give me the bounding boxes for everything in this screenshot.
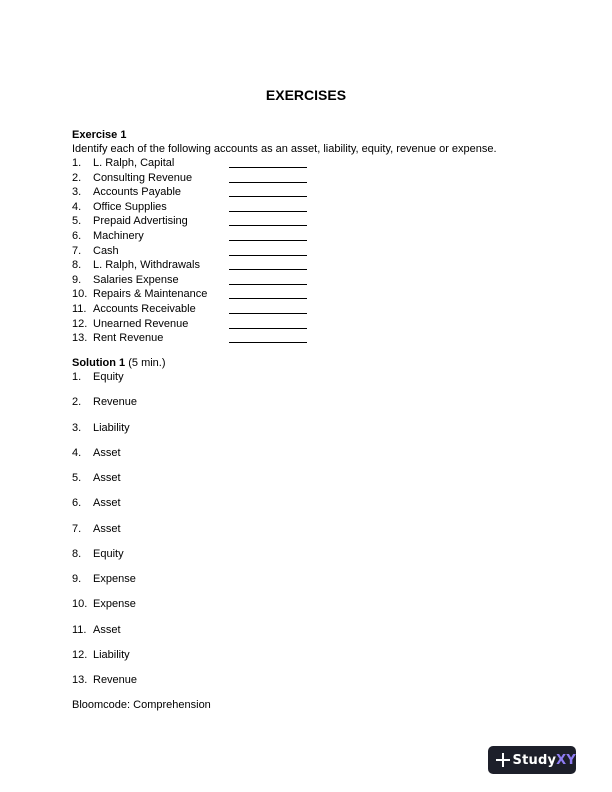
exercise-item	[72, 156, 552, 171]
item-number: 3.	[72, 421, 82, 434]
item-number: 4.	[72, 446, 82, 459]
solution-item	[72, 547, 372, 572]
account-name: Prepaid Advertising	[93, 215, 188, 228]
answer-blank	[229, 298, 307, 299]
solution-item	[72, 421, 372, 446]
solution-item	[72, 496, 372, 521]
item-number: 7.	[72, 244, 82, 257]
item-number: 9.	[72, 273, 82, 286]
solution-item	[72, 572, 372, 597]
account-name: Machinery	[93, 229, 144, 242]
answer-blank	[229, 342, 307, 343]
exercise-item	[72, 273, 552, 288]
account-name: Consulting Revenue	[93, 171, 193, 184]
exercise-item	[72, 229, 552, 244]
account-name: Salaries Expense	[93, 273, 179, 286]
solution-heading-label: Solution 1	[72, 357, 126, 369]
item-number: 6.	[72, 229, 82, 242]
exercise-item	[72, 258, 552, 273]
item-number: 2.	[72, 171, 82, 184]
exercise-item	[72, 244, 552, 259]
account-name: L. Ralph, Capital	[93, 157, 175, 169]
exercise-item	[72, 317, 552, 332]
exercise-item	[72, 171, 552, 186]
item-number: 8.	[72, 547, 82, 560]
solution-answer: Liability	[93, 648, 130, 661]
account-name: Accounts Receivable	[93, 302, 196, 315]
account-name: Repairs & Maintenance	[93, 288, 208, 301]
item-number: 3.	[72, 186, 82, 199]
answer-blank	[229, 328, 307, 329]
item-number: 7.	[72, 522, 82, 535]
item-number: 10.	[72, 288, 88, 301]
answer-blank	[229, 240, 307, 241]
answer-blank	[229, 211, 307, 212]
answer-blank	[229, 182, 307, 183]
account-name: Office Supplies	[93, 200, 167, 213]
account-name: Cash	[93, 244, 119, 257]
item-number: 13.	[72, 332, 88, 345]
item-number: 12.	[72, 317, 88, 330]
item-number: 10.	[72, 598, 88, 611]
account-name: Accounts Payable	[93, 186, 182, 199]
solution-answer: Asset	[93, 497, 121, 510]
logo-text	[513, 753, 576, 768]
item-number: 6.	[72, 497, 82, 510]
solution-item	[72, 623, 372, 648]
exercise-item	[72, 302, 552, 317]
exercise-heading: Exercise 1	[72, 129, 127, 141]
answer-blank	[229, 225, 307, 226]
item-number: 12.	[72, 648, 88, 661]
item-number: 9.	[72, 573, 82, 585]
item-number: 11.	[72, 623, 87, 636]
item-number: 11.	[72, 302, 87, 315]
studyxy-logo[interactable]	[488, 746, 576, 774]
exercise-item	[72, 287, 552, 302]
account-name: Rent Revenue	[93, 332, 164, 345]
solution-answer: Asset	[93, 522, 121, 535]
answer-blank	[229, 255, 307, 256]
exercise-item	[72, 200, 552, 215]
answer-blank	[229, 284, 307, 285]
solution-list	[72, 370, 372, 698]
item-number: 2.	[72, 396, 82, 409]
exercise-item	[72, 185, 552, 200]
solution-item	[72, 597, 372, 622]
item-number: 1.	[72, 371, 82, 383]
exercise-item	[72, 331, 552, 346]
account-name: Unearned Revenue	[93, 317, 189, 330]
solution-item	[72, 446, 372, 471]
solution-answer: Revenue	[93, 396, 138, 409]
logo-text-xy: XY	[556, 752, 576, 768]
solution-answer: Expense	[93, 598, 136, 611]
answer-blank	[229, 313, 307, 314]
solution-answer: Expense	[93, 573, 136, 585]
bloomcode-label: Bloomcode: Comprehension	[72, 699, 211, 711]
exercise-instruction: Identify each of the following accounts as an asset, liability, equity, revenue or expense.	[72, 143, 497, 155]
item-number: 5.	[72, 472, 82, 484]
solution-heading-time: (5 min.)	[125, 357, 166, 369]
solution-item	[72, 395, 372, 420]
exercise-list	[72, 156, 552, 346]
solution-answer: Equity	[93, 547, 124, 560]
item-number: 1.	[72, 157, 82, 169]
answer-blank	[229, 167, 307, 168]
item-number: 4.	[72, 200, 82, 213]
solution-answer: Revenue	[93, 674, 138, 686]
answer-blank	[229, 196, 307, 197]
item-number: 13.	[72, 674, 88, 686]
page-title: EXERCISES	[265, 87, 347, 103]
solution-item	[72, 471, 372, 496]
solution-item	[72, 370, 372, 395]
account-name: L. Ralph, Withdrawals	[93, 259, 200, 272]
solution-answer: Liability	[93, 421, 130, 434]
solution-answer: Asset	[93, 472, 121, 484]
solution-item	[72, 673, 372, 698]
solution-answer: Asset	[93, 446, 121, 459]
plus-icon	[496, 753, 508, 767]
solution-item	[72, 648, 372, 673]
solution-answer: Asset	[93, 623, 121, 636]
exercise-item	[72, 214, 552, 229]
solution-heading	[72, 356, 166, 370]
solution-answer: Equity	[93, 371, 124, 383]
answer-blank	[229, 269, 307, 270]
item-number: 8.	[72, 259, 82, 272]
solution-item	[72, 522, 372, 547]
item-number: 5.	[72, 215, 82, 228]
logo-text-study: Study	[512, 752, 557, 768]
